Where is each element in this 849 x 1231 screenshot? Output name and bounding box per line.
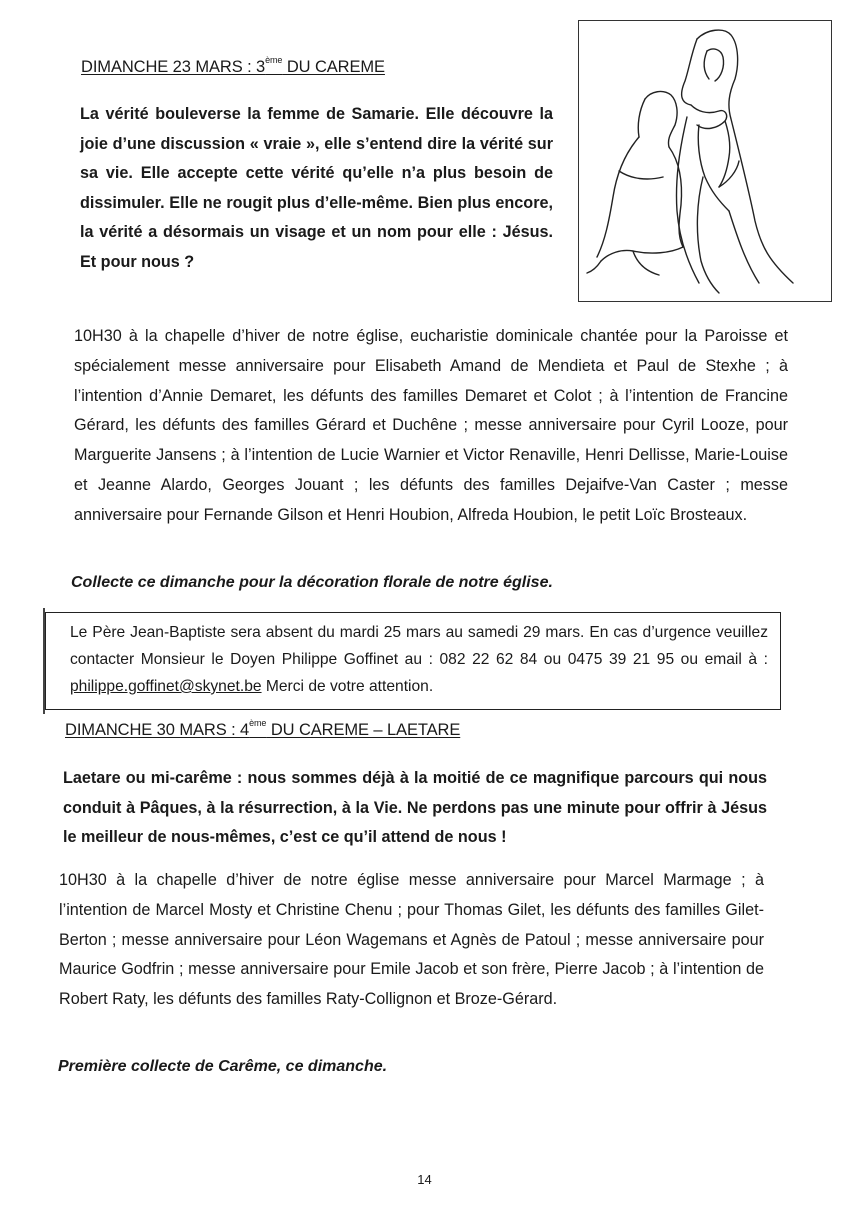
heading-text: DIMANCHE 23 MARS : 3: [81, 58, 266, 76]
heading-text: DIMANCHE 30 MARS : 4: [65, 721, 250, 739]
section1-mass-intentions: 10H30 à la chapelle d’hiver de notre église, eucharistie dominicale chantée pour la Paroisse et spécialement messe anniversaire pour Elisabeth Amand de Mendieta et Paul de Stexhe ; à l’intention d’Annie Demaret, les défunts des familles Demaret et Colot ; à l’intention de Francine Gérard, les défunts des familles Gérard et Duchêne ; messe anniversaire pour Cyril Looze, pour Marguerite Jansens ; à l’intention de Lucie Warnier et Victor Renaville, Henri Dellisse, Marie-Louise et Jeanne Alardo, Georges Jouant ; les défunts des familles Dejaifve-Van Caster ; messe anniversaire pour Fernande Gilson et Henri Houbion, Alfreda Houbion, le petit Loïc Brosteaux.: [74, 327, 788, 524]
heading-ordinal: ème: [249, 718, 267, 728]
heading-text-end: DU CAREME: [282, 58, 385, 76]
section-heading-30-march: [65, 718, 461, 740]
absence-notice: [45, 612, 781, 710]
section2-collection: Première collecte de Carême, ce dimanche.: [58, 1058, 388, 1075]
heading-text-end: DU CAREME – LAETARE: [266, 721, 461, 739]
section2-intro: Laetare ou mi-carême : nous sommes déjà à la moitié de ce magnifique parcours qui nous conduit à Pâques, à la résurrection, à la Vie. Ne perdons pas une minute pour offrir à Jésus le meilleur de nous-mêmes, c’est ce qu’il attend de nous !: [63, 769, 767, 846]
heading-ordinal: ème: [265, 55, 283, 65]
section2-mass-intentions: 10H30 à la chapelle d’hiver de notre église messe anniversaire pour Marcel Marmage ; à l’intention de Marcel Mosty et Christine Chenu ; pour Thomas Gilet, les défunts des familles Gilet-Berton ; messe anniversaire pour Léon Wagemans et Agnès de Patoul ; messe anniversaire pour Maurice Godfrin ; messe anniversaire pour Emile Jacob et son frère, Pierre Jacob ; à l’intention de Robert Raty, les défunts des familles Raty-Collignon et Broze-Gérard.: [59, 871, 764, 1009]
section-heading-23-march: [81, 55, 385, 77]
section1-intro: La vérité bouleverse la femme de Samarie. Elle découvre la joie d’une discussion « vraie », elle s’entend dire la vérité sur sa vie. Elle accepte cette vérité qu’elle n’a plus besoin de dissimuler. Elle ne rougit plus d’elle-même. Bien plus encore, la vérité a désormais un visage et un nom pour elle : Jésus. Et pour nous ?: [80, 105, 553, 271]
section1-collection: Collecte ce dimanche pour la décoration florale de notre église.: [71, 574, 553, 591]
page-number: 14: [417, 1172, 432, 1187]
notice-closing: Merci de votre attention.: [261, 678, 434, 695]
samaritan-woman-drawing-icon: [578, 20, 832, 302]
notice-text: Le Père Jean-Baptiste sera absent du mardi 25 mars au samedi 29 mars. En cas d’urgence veuillez contacter Monsieur le Doyen Philippe Goffinet au : 082 22 62 84 ou 0475 39 21 95 ou email à :: [70, 624, 768, 668]
notice-email-link[interactable]: philippe.goffinet@skynet.be: [70, 678, 262, 695]
